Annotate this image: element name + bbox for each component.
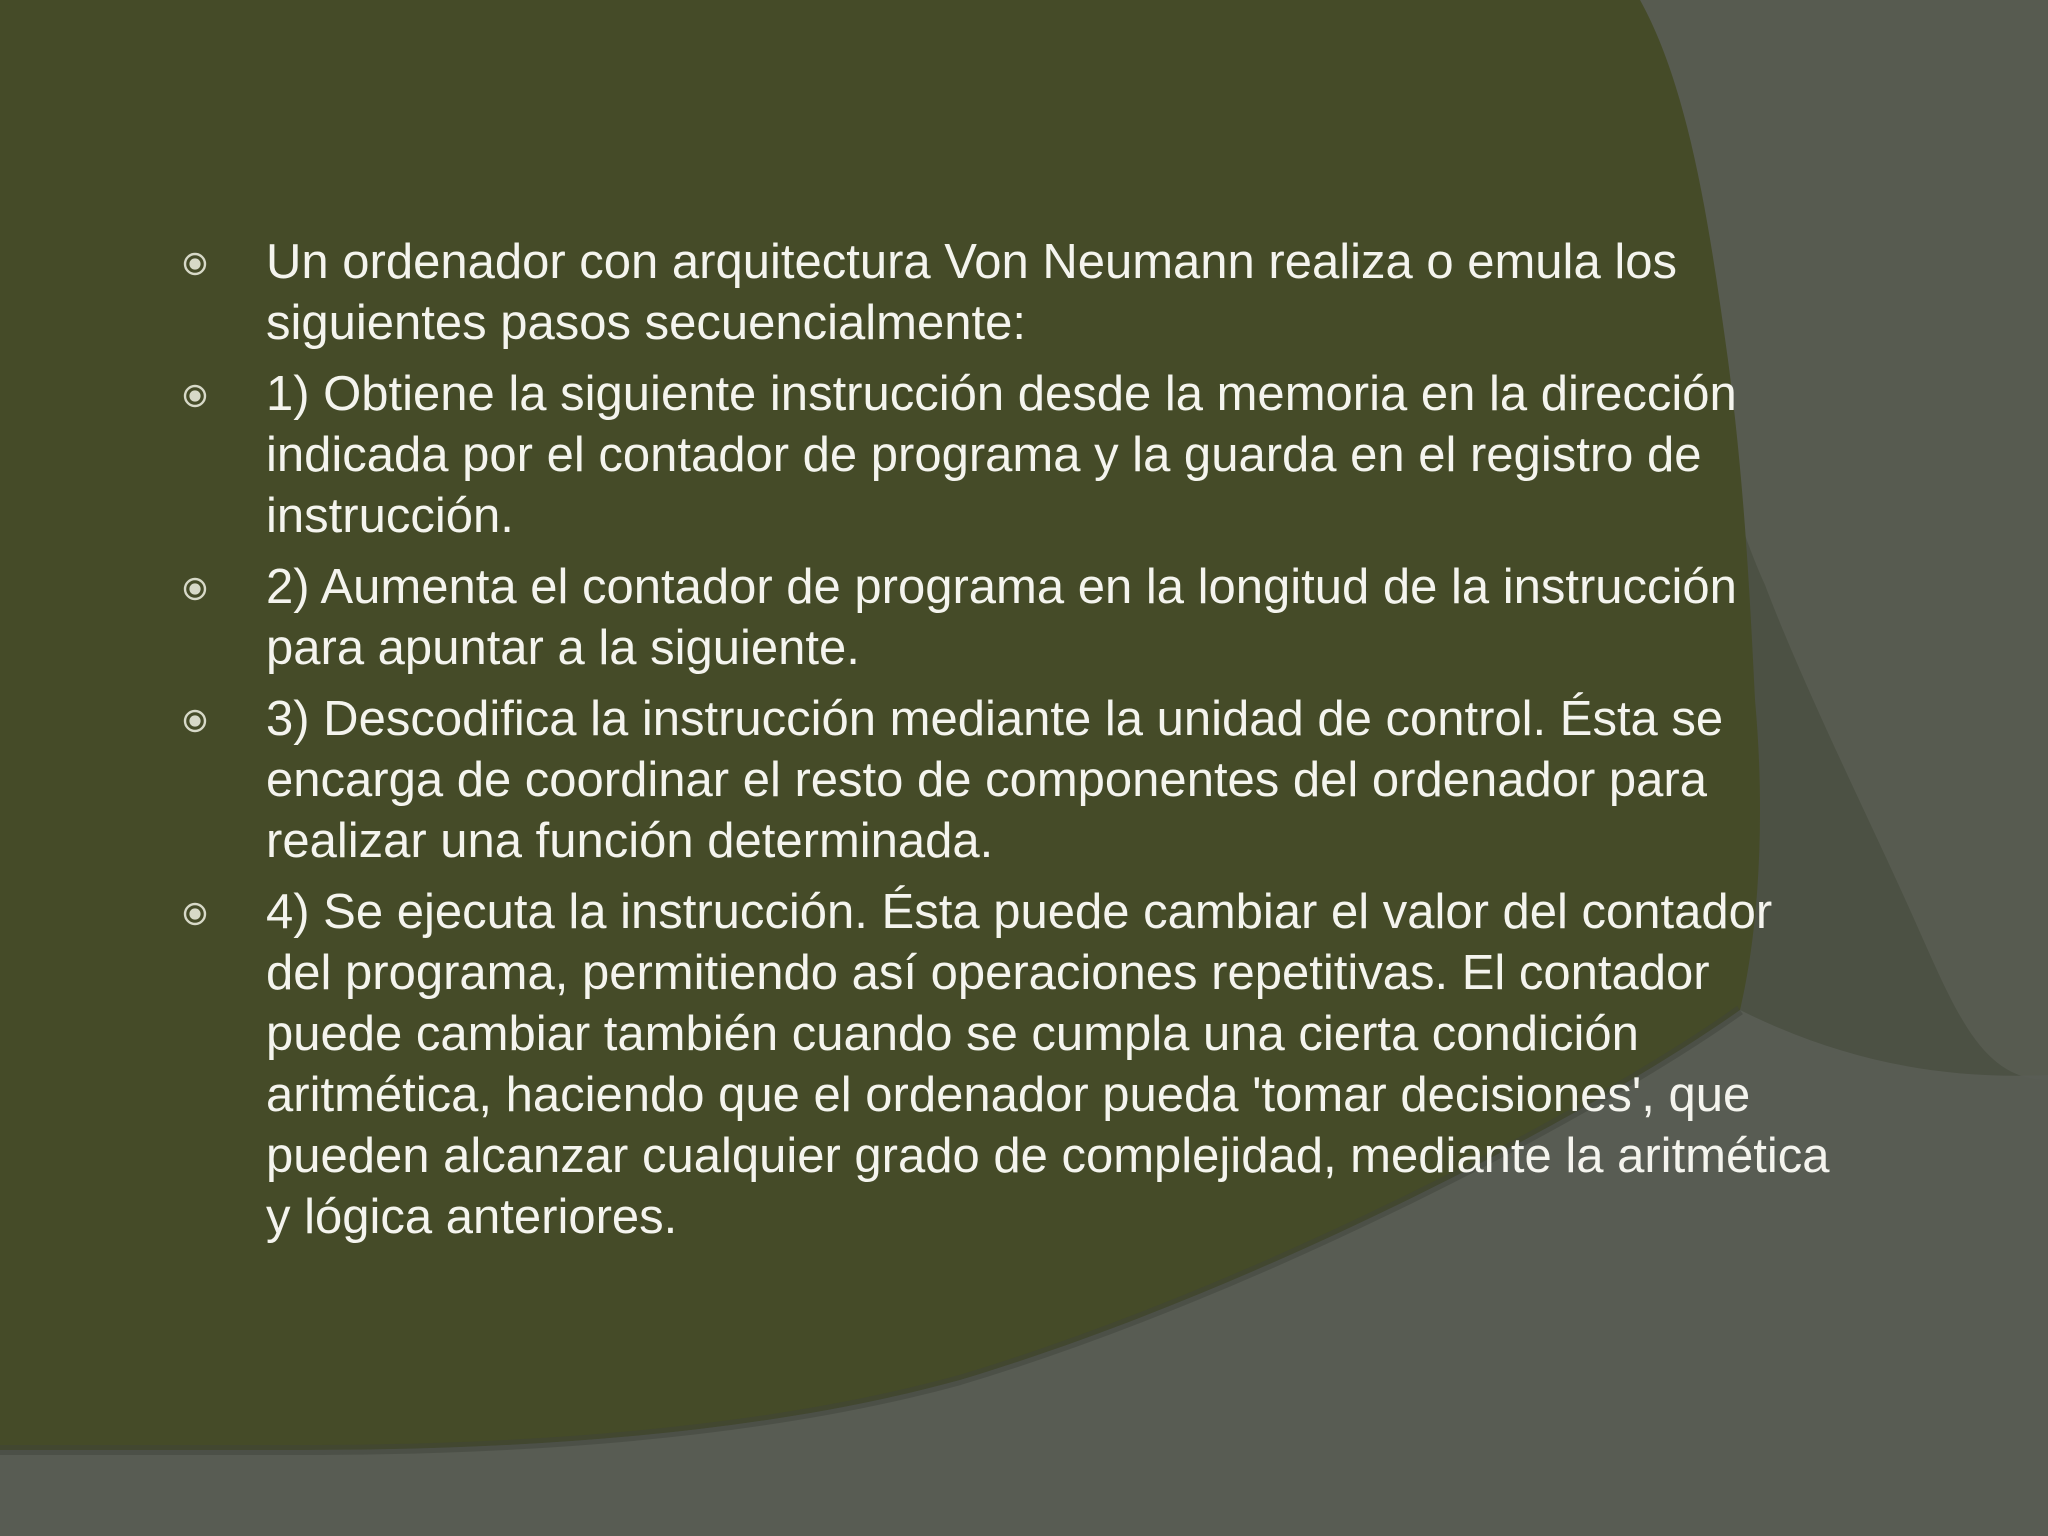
bullet-text-3: 2) Aumenta el contador de programa en la longitud de la instrucción para apuntar a la siguiente. (266, 560, 1737, 675)
bullet-item-5 (170, 882, 1830, 1248)
slide-content (170, 232, 1830, 1258)
bullet-text-5: 4) Se ejecuta la instrucción. Ésta puede cambiar el valor del contador del programa, permitiendo así operaciones repetitivas. El contador puede cambiar también cuando se cumpla una cierta condición aritmética, haciendo que el ordenador pueda 'tomar decisiones', que pueden alcanzar cualquier grado de complejidad, mediante la aritmética y lógica anteriores. (266, 885, 1830, 1244)
bullet-item-3 (170, 557, 1830, 679)
circle-dot-icon (182, 383, 208, 409)
bullet-item-4 (170, 689, 1830, 872)
circle-dot-icon (182, 708, 208, 734)
bullet-text-4: 3) Descodifica la instrucción mediante la unidad de control. Ésta se encarga de coordinar el resto de componentes del ordenador para realizar una función determinada. (266, 692, 1724, 868)
bullet-list (170, 232, 1830, 1248)
bullet-item-2 (170, 364, 1830, 547)
bullet-text-1: Un ordenador con arquitectura Von Neumann realiza o emula los siguientes pasos secuencialmente: (266, 235, 1677, 350)
circle-dot-icon (182, 901, 208, 927)
circle-dot-icon (182, 251, 208, 277)
bullet-text-2: 1) Obtiene la siguiente instrucción desde la memoria en la dirección indicada por el contador de programa y la guarda en el registro de instrucción. (266, 367, 1737, 543)
circle-dot-icon (182, 576, 208, 602)
bullet-item-1 (170, 232, 1830, 354)
